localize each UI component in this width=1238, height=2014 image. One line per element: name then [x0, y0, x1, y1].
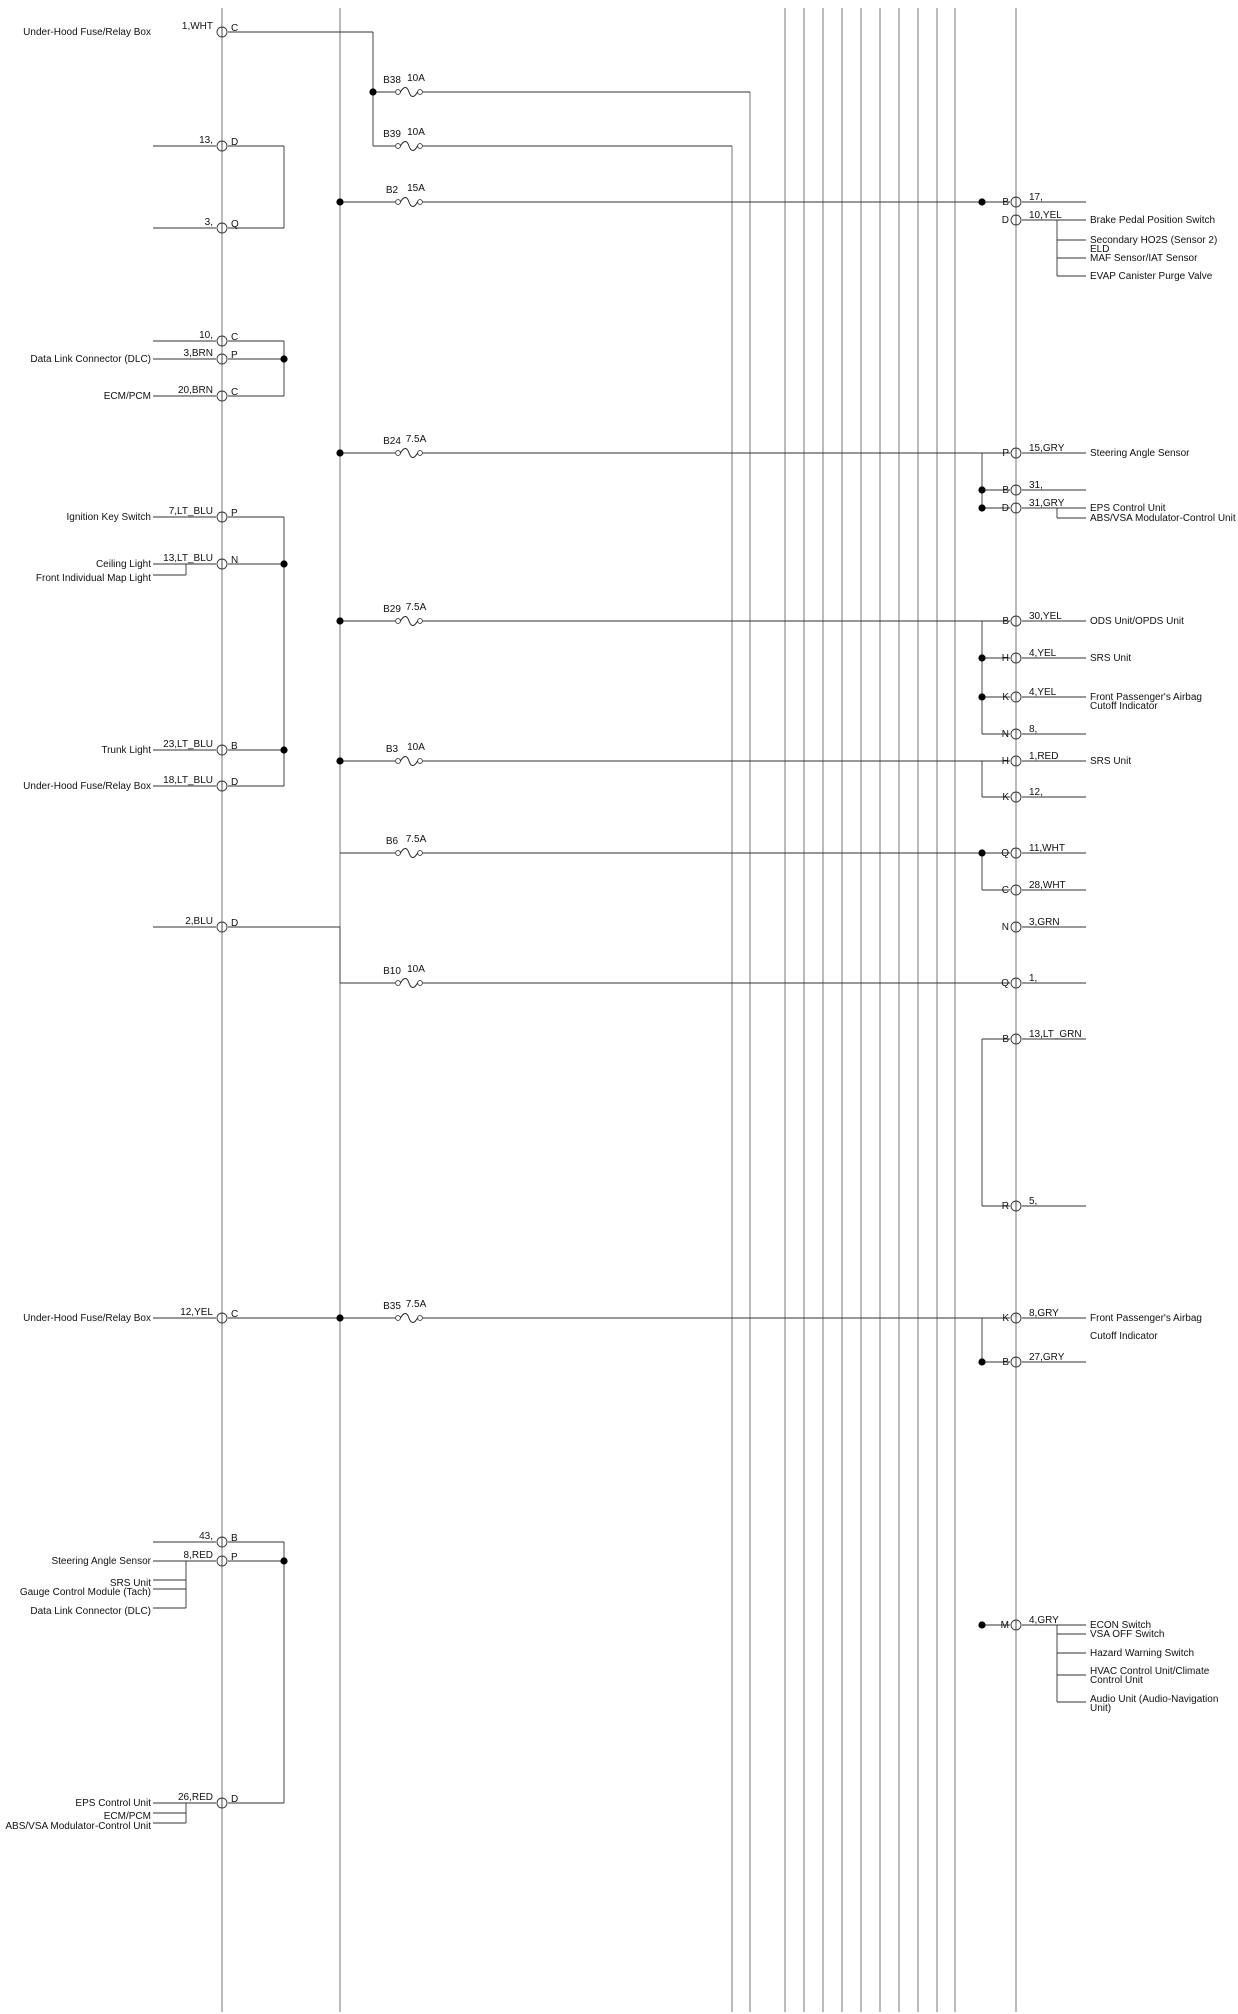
- component-label: ECM/PCM: [103, 1811, 151, 1822]
- diagram-elements: [5, 21, 1235, 1832]
- junction-dot: [978, 693, 985, 700]
- junction-dot: [280, 355, 287, 362]
- component-label: Front Individual Map Light: [35, 573, 151, 584]
- wire-label: 3,: [204, 217, 213, 228]
- junction-dot: [978, 1621, 985, 1628]
- fuse-terminal: [396, 144, 401, 149]
- pin-label: H: [1001, 756, 1009, 767]
- fuse-terminal: [396, 90, 401, 95]
- fuse-symbol: [400, 849, 417, 858]
- component-label: Unit): [1090, 1703, 1112, 1714]
- fuse-terminal: [396, 851, 401, 856]
- wiring-lines: [153, 8, 1086, 2012]
- pin-label: C: [231, 1309, 239, 1320]
- pin-label: P: [231, 508, 238, 519]
- pin-label: C: [231, 387, 239, 398]
- junction-dot: [978, 504, 985, 511]
- wire-label: 15,GRY: [1029, 443, 1065, 454]
- pin-label: H: [1001, 653, 1009, 664]
- fuse-terminal: [418, 851, 423, 856]
- component-label: Steering Angle Sensor: [51, 1556, 151, 1567]
- junction-dot: [978, 849, 985, 856]
- wire-label: 3,BRN: [183, 348, 213, 359]
- wire-label: 28,WHT: [1029, 880, 1066, 891]
- wire-label: 13,LT_BLU: [163, 553, 213, 564]
- wire-label: 5,: [1029, 1196, 1038, 1207]
- fuse-rating: 7.5A: [405, 1299, 427, 1310]
- fuse-symbol: [400, 88, 417, 97]
- wire-label: 17,: [1029, 192, 1043, 203]
- component-label: Audio Unit (Audio-Navigation: [1090, 1694, 1219, 1705]
- pin-label: D: [231, 1794, 239, 1805]
- fuse-terminal: [418, 90, 423, 95]
- component-label: EPS Control Unit: [1090, 503, 1166, 514]
- fuse-symbol: [400, 617, 417, 626]
- fuse-id: B10: [383, 966, 401, 977]
- pin-label: B: [1002, 1357, 1009, 1368]
- fuse-rating: 15A: [407, 183, 425, 194]
- wire-label: 43,: [199, 1531, 213, 1542]
- component-label: SRS Unit: [109, 1578, 151, 1589]
- junction-dot: [280, 1557, 287, 1564]
- fuse-id: B35: [383, 1301, 401, 1312]
- component-label: Front Passenger's Airbag: [1090, 1313, 1202, 1324]
- wire-label: 20,BRN: [177, 385, 213, 396]
- pin-label: C: [231, 23, 239, 34]
- wire-label: 4,YEL: [1029, 687, 1057, 698]
- fuse-terminal: [418, 619, 423, 624]
- fuse-rating: 10A: [407, 742, 425, 753]
- component-label: VSA OFF Switch: [1090, 1629, 1165, 1640]
- fuse-terminal: [418, 144, 423, 149]
- component-label: ECM/PCM: [103, 391, 151, 402]
- component-label: Cutoff Indicator: [1090, 701, 1158, 712]
- component-label: EVAP Canister Purge Valve: [1090, 271, 1213, 282]
- pin-label: C: [1001, 885, 1009, 896]
- pin-label: Q: [1001, 978, 1009, 989]
- junction-dot: [336, 198, 343, 205]
- wire-label: 1,WHT: [181, 21, 213, 32]
- fuse-terminal: [396, 1316, 401, 1321]
- component-label: Under-Hood Fuse/Relay Box: [23, 27, 151, 38]
- wire-label: 10,YEL: [1029, 210, 1062, 221]
- component-label: Secondary HO2S (Sensor 2): [1090, 235, 1218, 246]
- junction-dot: [336, 449, 343, 456]
- component-label: Steering Angle Sensor: [1090, 448, 1190, 459]
- pin-label: D: [231, 777, 239, 788]
- component-label: Control Unit: [1090, 1675, 1143, 1686]
- wire-label: 23,LT_BLU: [163, 739, 213, 750]
- wire-label: 12,: [1029, 787, 1043, 798]
- pin-label: K: [1002, 792, 1009, 803]
- wire-label: 18,LT_BLU: [163, 775, 213, 786]
- junction-dot: [978, 198, 985, 205]
- pin-label: P: [231, 350, 238, 361]
- component-label: Gauge Control Module (Tach): [19, 1587, 151, 1598]
- pin-label: D: [231, 137, 239, 148]
- pin-label: N: [1001, 922, 1009, 933]
- fuse-terminal: [418, 759, 423, 764]
- component-label: ODS Unit/OPDS Unit: [1090, 616, 1184, 627]
- fuse-rating: 7.5A: [405, 834, 427, 845]
- wire-label: 31,: [1029, 480, 1043, 491]
- fuse-rating: 7.5A: [405, 434, 427, 445]
- junction-dot: [280, 746, 287, 753]
- component-label: SRS Unit: [1090, 653, 1132, 664]
- junction-dot: [978, 486, 985, 493]
- component-label: Under-Hood Fuse/Relay Box: [23, 1313, 151, 1324]
- junction-dot: [336, 617, 343, 624]
- pin-label: Q: [231, 219, 239, 230]
- pin-label: D: [231, 918, 239, 929]
- pin-label: R: [1001, 1201, 1009, 1212]
- junction-dot: [978, 654, 985, 661]
- pin-label: B: [1002, 1034, 1009, 1045]
- wire-label: 13,LT_GRN: [1029, 1029, 1082, 1040]
- wire-label: 8,GRY: [1029, 1308, 1059, 1319]
- fuse-symbol: [400, 979, 417, 988]
- pin-label: N: [1001, 729, 1009, 740]
- fuse-symbol: [400, 1314, 417, 1323]
- wire-label: 30,YEL: [1029, 611, 1062, 622]
- component-label: HVAC Control Unit/Climate: [1090, 1666, 1210, 1677]
- fuse-symbol: [400, 757, 417, 766]
- wire-label: 26,RED: [177, 1792, 213, 1803]
- pin-label: P: [1002, 448, 1009, 459]
- wire-label: 3,GRN: [1029, 917, 1060, 928]
- fuse-rating: 10A: [407, 964, 425, 975]
- junction-dot: [369, 88, 376, 95]
- wire-label: 2,BLU: [185, 916, 213, 927]
- wire-label: 11,WHT: [1029, 843, 1065, 854]
- pin-label: D: [1001, 503, 1009, 514]
- component-label: ECON Switch: [1090, 1620, 1152, 1631]
- fuse-id: B2: [385, 185, 399, 196]
- component-label: EPS Control Unit: [75, 1798, 151, 1809]
- junction-dot: [978, 1358, 985, 1365]
- wire-label: 13,: [199, 135, 213, 146]
- wire-label: 4,YEL: [1029, 648, 1057, 659]
- pin-label: B: [1002, 485, 1009, 496]
- fuse-terminal: [418, 981, 423, 986]
- fuse-id: B29: [383, 604, 401, 615]
- wire-label: 4,GRY: [1029, 1615, 1059, 1626]
- component-label: MAF Sensor/IAT Sensor: [1090, 253, 1198, 264]
- component-label: Data Link Connector (DLC): [30, 1606, 151, 1617]
- pin-label: B: [1002, 616, 1009, 627]
- component-label: Hazard Warning Switch: [1090, 1648, 1195, 1659]
- fuse-id: B6: [385, 836, 399, 847]
- component-label: Under-Hood Fuse/Relay Box: [23, 781, 151, 792]
- pin-label: N: [231, 555, 239, 566]
- pin-label: B: [231, 1533, 238, 1544]
- pin-label: P: [231, 1552, 238, 1563]
- junction-dot: [336, 1314, 343, 1321]
- fuse-id: B24: [383, 436, 401, 447]
- fuse-id: B38: [383, 75, 401, 86]
- component-label: ABS/VSA Modulator-Control Unit: [1090, 513, 1236, 524]
- pin-label: K: [1002, 692, 1009, 703]
- pin-label: M: [1000, 1620, 1009, 1631]
- component-label: ABS/VSA Modulator-Control Unit: [5, 1821, 151, 1832]
- fuse-terminal: [396, 619, 401, 624]
- component-label: Cutoff Indicator: [1090, 1331, 1158, 1342]
- wire-label: 10,: [199, 330, 213, 341]
- component-label: Ceiling Light: [95, 559, 151, 570]
- component-label: Ignition Key Switch: [66, 512, 151, 523]
- component-label: Trunk Light: [101, 745, 151, 756]
- wire-label: 7,LT_BLU: [168, 506, 213, 517]
- pin-label: Q: [1001, 848, 1009, 859]
- fuse-symbol: [400, 449, 417, 458]
- pin-label: D: [1001, 215, 1009, 226]
- pin-label: C: [231, 332, 239, 343]
- pin-label: B: [231, 741, 238, 752]
- pin-label: K: [1002, 1313, 1009, 1324]
- fuse-terminal: [396, 981, 401, 986]
- component-label: SRS Unit: [1090, 756, 1132, 767]
- fuse-id: B39: [383, 129, 401, 140]
- junction-dot: [336, 757, 343, 764]
- component-label: Brake Pedal Position Switch: [1090, 215, 1216, 226]
- wire-label: 12,YEL: [180, 1307, 213, 1318]
- wire-label: 1,: [1029, 973, 1038, 984]
- fuse-terminal: [396, 759, 401, 764]
- pin-label: B: [1002, 197, 1009, 208]
- wire-label: 31,GRY: [1029, 498, 1065, 509]
- component-label: ELD: [1090, 244, 1110, 255]
- fuse-symbol: [400, 142, 417, 151]
- fuse-rating: 10A: [407, 73, 425, 84]
- wire-label: 8,: [1029, 724, 1038, 735]
- fuse-rating: 7.5A: [405, 602, 427, 613]
- wire-label: 1,RED: [1029, 751, 1059, 762]
- junction-dot: [280, 560, 287, 567]
- wire-label: 8,RED: [183, 1550, 213, 1561]
- component-label: Data Link Connector (DLC): [30, 354, 151, 365]
- fuse-terminal: [418, 451, 423, 456]
- fuse-terminal: [396, 451, 401, 456]
- fuse-terminal: [396, 200, 401, 205]
- component-label: Front Passenger's Airbag: [1090, 692, 1202, 703]
- fuse-rating: 10A: [407, 127, 425, 138]
- fuse-terminal: [418, 1316, 423, 1321]
- fuse-terminal: [418, 200, 423, 205]
- fuse-symbol: [400, 198, 417, 207]
- wire-label: 27,GRY: [1029, 1352, 1065, 1363]
- fuse-id: B3: [385, 744, 399, 755]
